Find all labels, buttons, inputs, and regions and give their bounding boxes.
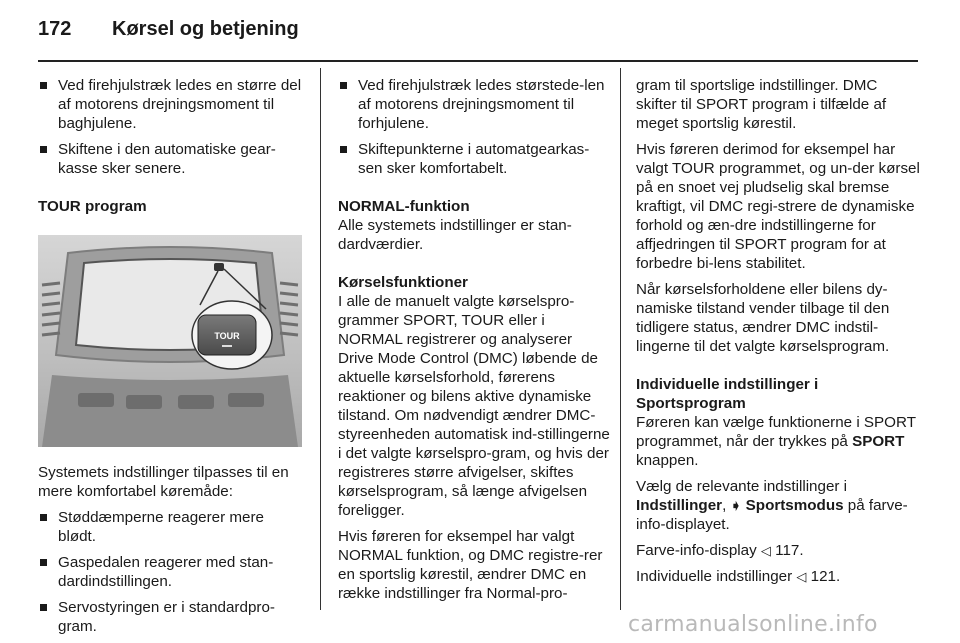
list-item: Skiftene i den automatiske gear-kasse sker senere. (38, 140, 306, 178)
paragraph: Alle systemets indstillinger er stan-dardværdier. (338, 217, 572, 253)
cross-reference[interactable]: Individuelle indstillinger ◁ 121. (636, 568, 841, 585)
paragraph: Vælg de relevante indstillinger i Indstillinger, ➧ Sportsmodus på farve-info-displayet. (636, 478, 908, 533)
column-divider (320, 68, 321, 610)
watermark: carmanualsonline.info (628, 612, 878, 637)
section-heading-tour: TOUR program (38, 198, 147, 215)
intro-paragraph: Systemets indstillinger tilpasses til en mere komfortabel køremåde: (38, 464, 289, 500)
column-1 (38, 76, 306, 643)
page-title: Kørsel og betjening (112, 18, 299, 40)
page-number: 172 (38, 18, 72, 40)
cross-reference[interactable]: Farve-info-display ◁ 117. (636, 542, 804, 559)
page-reference-icon: ◁ (760, 543, 771, 558)
arrow-right-icon: ➧ (730, 498, 742, 513)
list-item: Ved firehjulstræk ledes en større del af motorens drejningsmoment til baghjulene. (38, 76, 306, 133)
section-heading-individual: Individuelle indstillinger i Sportsprogram (636, 376, 819, 412)
list-item: Ved firehjulstræk ledes størstede-len af motorens drejningsmoment til forhjulene. (338, 76, 610, 133)
list-item: Støddæmperne reagerer mere blødt. (38, 508, 306, 546)
paragraph: Hvis føreren for eksempel har valgt NORMAL funktion, og DMC registre-rer en sportslig kørestil, ændrer DMC en række indstillinger fra Normal-pro- (338, 528, 603, 602)
paragraph: Hvis føreren derimod for eksempel har valgt TOUR programmet, og un-der kørsel på en snoet vej pludselig skal bremse kraftigt, vil DMC regi-strere de dynamiske forhold og æn-dre indstillingerne for affjedringen til SPORT program for at forbedre bi-lens stabilitet. (636, 141, 920, 272)
paragraph: gram til sportslige indstillinger. DMC skifter til SPORT program i tilfælde af meget sportslig kørestil. (636, 77, 887, 132)
column-divider (620, 68, 621, 610)
list-item: Skiftepunkterne i automatgearkas-sen sker komfortabelt. (338, 140, 610, 178)
paragraph: Når kørselsforholdene eller bilens dy-namiske tilstand vender tilbage til den tidligere status, ændrer DMC indstil-lingerne til det valgte kørselsprogram. (636, 281, 890, 355)
column-3 (636, 76, 920, 593)
paragraph: Føreren kan vælge funktionerne i SPORT programmet, når der trykkes på SPORT knappen. (636, 414, 916, 469)
section-heading-normal: NORMAL-funktion (338, 198, 470, 215)
bullet-list (338, 76, 610, 178)
bullet-list (38, 76, 306, 178)
tour-button-label: TOUR (214, 331, 240, 341)
column-2 (338, 76, 610, 610)
header-rule (38, 60, 918, 62)
list-item: Servostyringen er i standardpro-gram. (38, 598, 306, 636)
page-reference-icon: ◁ (796, 569, 807, 584)
bullet-list (38, 508, 306, 636)
tour-button-figure (38, 235, 302, 447)
section-heading-drive: Kørselsfunktioner (338, 274, 468, 291)
list-item: Gaspedalen reagerer med stan-dardindstillingen. (38, 553, 306, 591)
paragraph: I alle de manuelt valgte kørselspro-grammer SPORT, TOUR eller i NORMAL registrerer og analyserer Drive Mode Control (DMC) løbende de aktuelle kørselsforhold, førerens reaktioner og bilens aktive dynamiske tilstand. Om nødvendigt ændrer DMC-styreenheden automatisk ind-stillingerne i det valgte kørselspro-gram, og hvis der registreres større afvigelser, skiftes kørselsprogram, så længe afvigelsen foreligger. (338, 293, 610, 519)
